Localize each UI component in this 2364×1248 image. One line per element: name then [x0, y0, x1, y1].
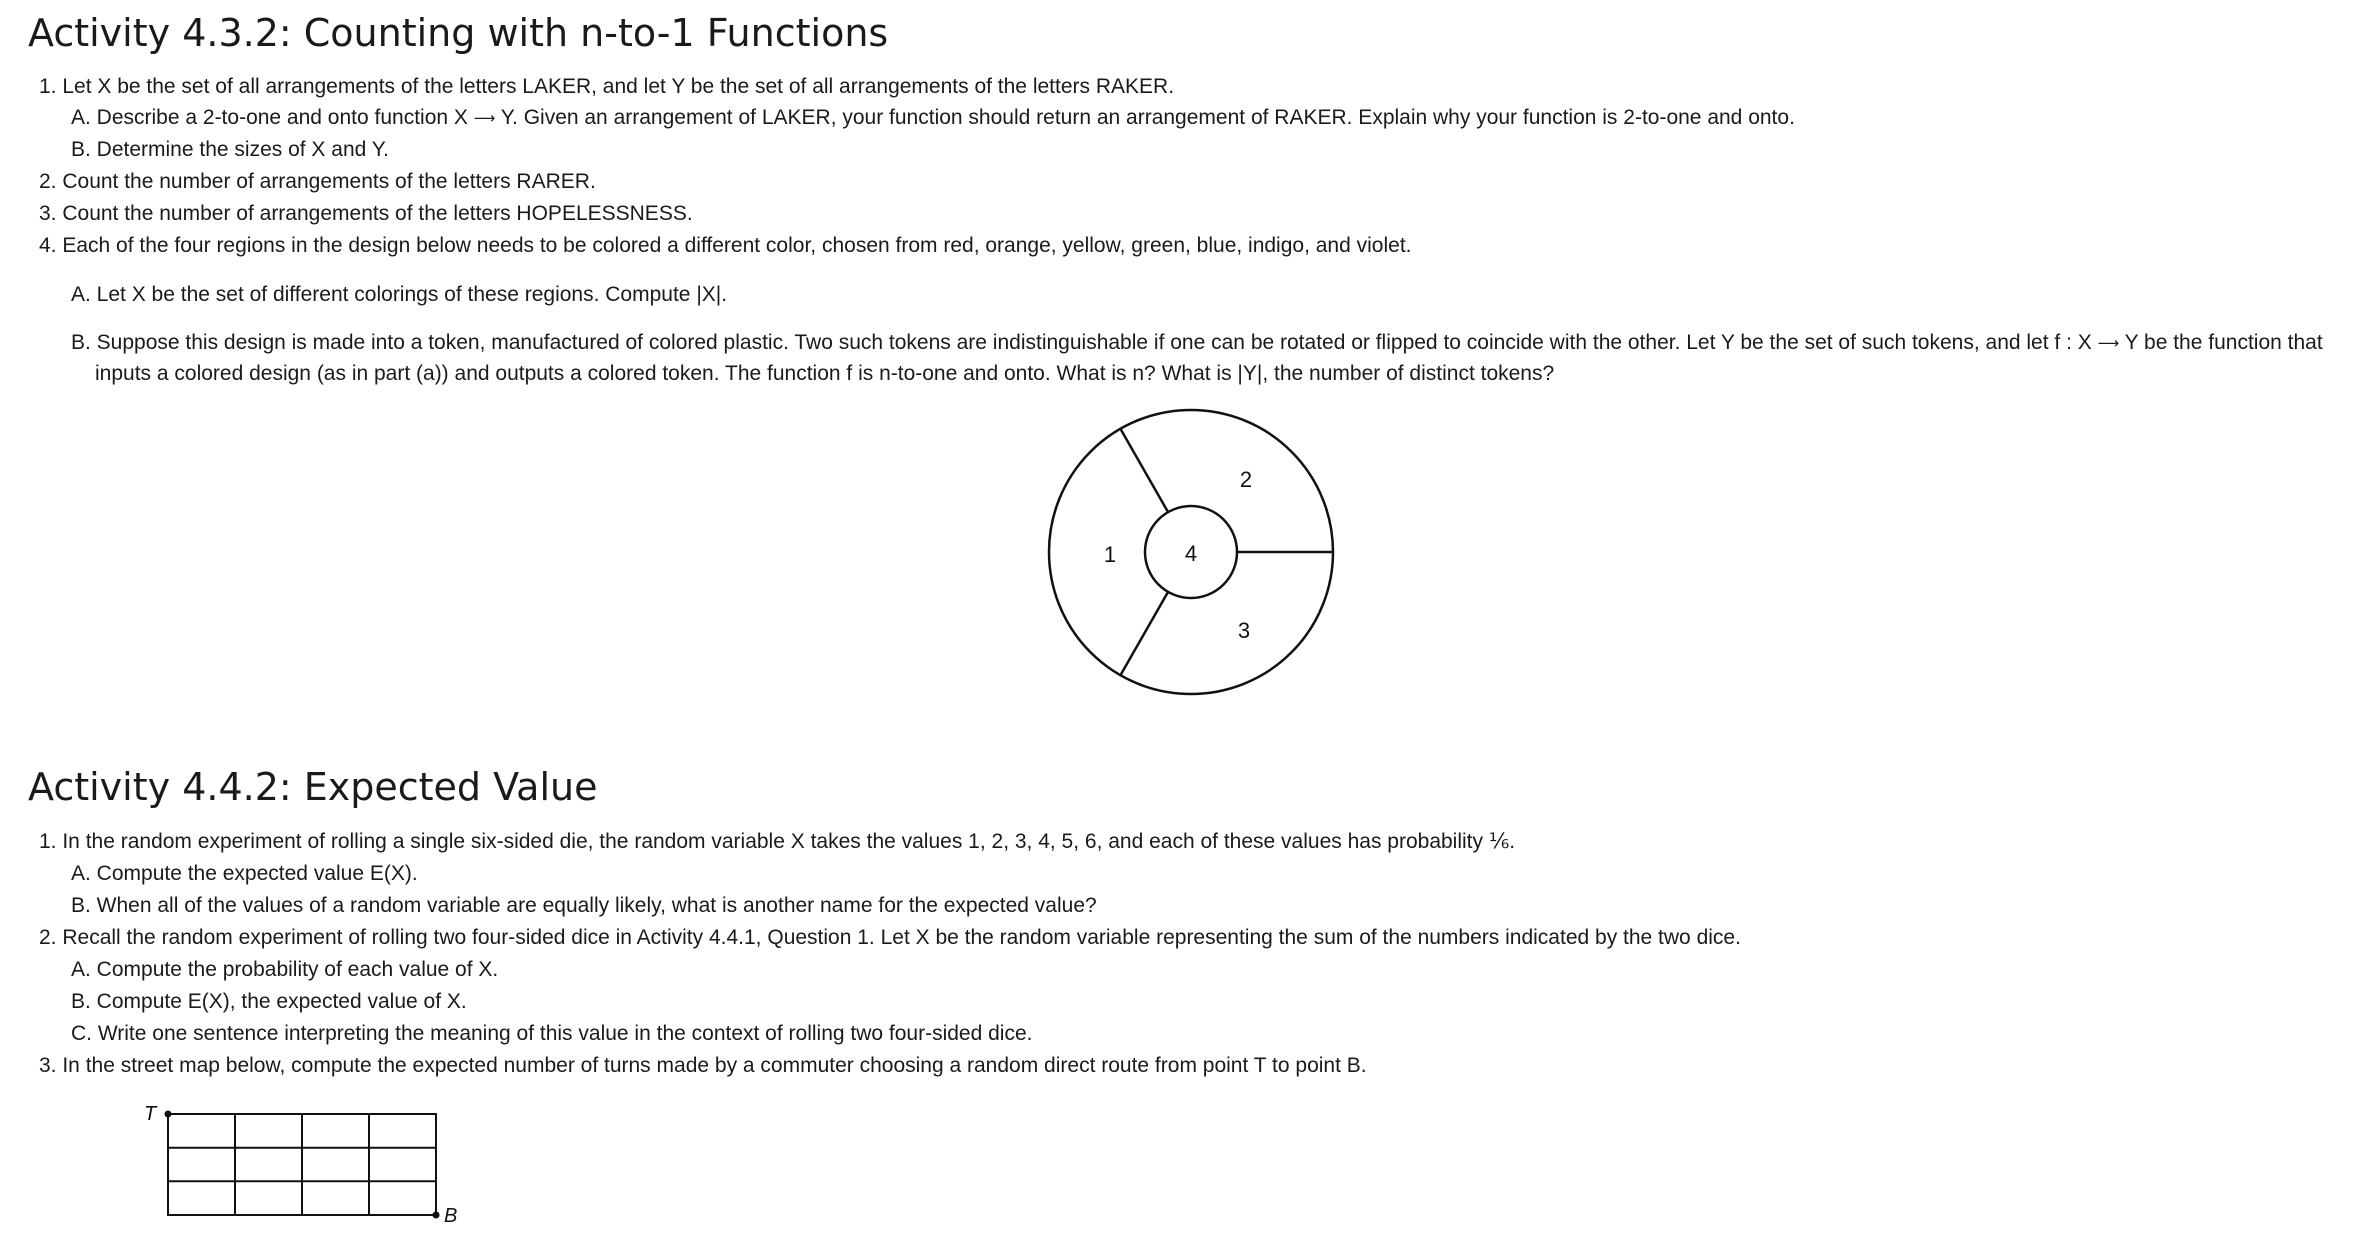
- divider-lower: [1120, 592, 1168, 676]
- point-t-label: T: [144, 1103, 157, 1125]
- a1-question-1b: B. Determine the sizes of X and Y.: [71, 138, 389, 161]
- point-t-marker: [165, 1111, 172, 1118]
- a2-question-1: 1. In the random experiment of rolling a single six-sided die, the random variable X takes the values 1, 2, 3, 4, 5, 6, and each of these values has probability ⅙.: [39, 830, 1516, 853]
- a1-question-3: 3. Count the number of arrangements of the letters HOPELESSNESS.: [39, 202, 693, 225]
- street-map-figure: [130, 1100, 470, 1230]
- a2-question-2: 2. Recall the random experiment of rolling two four-sided dice in Activity 4.4.1, Question 1. Let X be the random variable representing the sum of the numbers indicated by the two dice.: [39, 926, 1741, 949]
- a2-question-2a: A. Compute the probability of each value of X.: [71, 958, 499, 981]
- divider-upper: [1120, 428, 1168, 512]
- activity-4-4-2-title: Activity 4.4.2: Expected Value: [28, 765, 598, 809]
- a1-question-2: 2. Count the number of arrangements of the letters RARER.: [39, 170, 596, 193]
- a1-question-4b: B. Suppose this design is made into a token, manufactured of colored plastic. Two such tokens are indistinguishable if one can be rotated or flipped to coincide with the other. Let Y be the set of such tokens, and let f : X ⟶ Y be the function that: [71, 329, 2323, 358]
- a2-question-1a: A. Compute the expected value E(X).: [71, 862, 418, 885]
- region-2-label: 2: [1239, 467, 1253, 492]
- a1-question-4a: A. Let X be the set of different colorings of these regions. Compute |X|.: [71, 283, 728, 306]
- a2-question-1b: B. When all of the values of a random variable are equally likely, what is another name for the expected value?: [71, 894, 1097, 917]
- a2-question-2c: C. Write one sentence interpreting the meaning of this value in the context of rolling two four-sided dice.: [71, 1022, 1033, 1045]
- region-1-label: 1: [1103, 542, 1117, 567]
- a1-question-4b-continued: inputs a colored design (as in part (a)) and outputs a colored token. The function f is n-to-one and onto. What is n? What is |Y|, the number of distinct tokens?: [95, 362, 1555, 385]
- region-4-label: 4: [1184, 541, 1198, 566]
- point-b-label: B: [444, 1205, 458, 1227]
- maps-to-arrow-icon: ⟶: [473, 110, 496, 127]
- maps-to-arrow-icon: ⟶: [2097, 335, 2120, 352]
- region-3-label: 3: [1237, 618, 1251, 643]
- a1-question-1: 1. Let X be the set of all arrangements of the letters LAKER, and let Y be the set of all arrangements of the letters RAKER.: [39, 75, 1175, 98]
- a1-question-1a: A. Describe a 2-to-one and onto function X ⟶ Y. Given an arrangement of LAKER, your function should return an arrangement of RAKER. Explain why your function is 2-to-one and onto.: [71, 104, 1795, 133]
- activity-4-3-2-title: Activity 4.3.2: Counting with n-to-1 Functions: [28, 11, 889, 55]
- token-design-figure: [1043, 406, 1343, 706]
- point-b-marker: [433, 1212, 440, 1219]
- a2-question-2b: B. Compute E(X), the expected value of X.: [71, 990, 467, 1013]
- a2-question-3: 3. In the street map below, compute the expected number of turns made by a commuter choosing a random direct route from point T to point B.: [39, 1054, 1367, 1077]
- a1-question-4: 4. Each of the four regions in the design below needs to be colored a different color, chosen from red, orange, yellow, green, blue, indigo, and violet.: [39, 234, 1412, 257]
